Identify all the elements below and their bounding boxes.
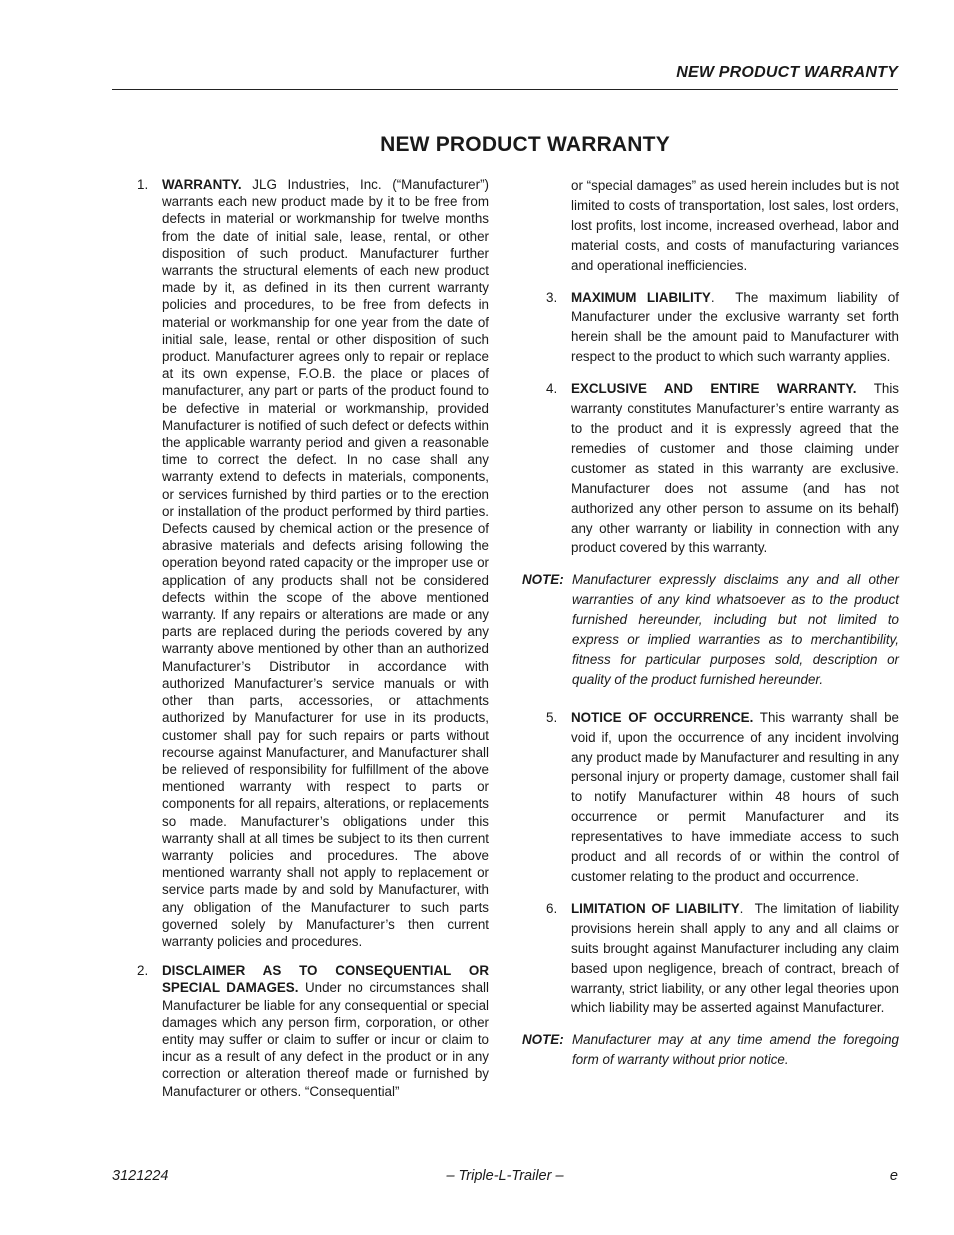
section-exclusive-warranty xyxy=(520,379,899,558)
section-number: 3. xyxy=(546,289,558,305)
section-body: The limitation of liability provisions herein shall apply to any and all claims or suits brought against Manufacturer including any claim based upon negligence, breach of contract, breach of warranty, strict liability, or any other legal theories upon which liability may be asserted against Manufacturer. xyxy=(571,900,899,1016)
right-column xyxy=(520,176,899,1084)
section-number: 5. xyxy=(546,709,558,725)
section-notice-of-occurrence xyxy=(520,708,899,887)
note-disclaimer xyxy=(520,570,899,689)
section-title: DISCLAIMER AS TO CONSEQUENTIAL OR SPECIAL DAMAGES. xyxy=(162,963,489,996)
section-body: This warranty constitutes Manufacturer’s entire warranty as to the product and it is expressly agreed that the remedies of customer and those claiming under customer as stated in this warranty are exclusive. Manufacturer does not assume (and has not authorized any other person to assume on its behalf) any other warranty or liability in connection with any product covered by this warranty. xyxy=(571,381,899,556)
section-title: MAXIMUM LIABILITY xyxy=(571,289,711,305)
section-maximum-liability: 3. MAXIMUM LIABILITY. The maximum liability of Manufacturer under the exclusive warranty set forth herein shall be the amount paid to Manufacturer with respect to the product to which such warranty applies. xyxy=(546,289,899,365)
section-title: NOTICE OF OCCURRENCE. xyxy=(571,709,754,725)
note-text: Manufacturer may at any time amend the foregoing form of warranty without prior notice. xyxy=(572,1032,899,1068)
running-header: NEW PRODUCT WARRANTY xyxy=(676,64,898,81)
note-label: NOTE: xyxy=(522,572,564,588)
section-number: 6. xyxy=(546,900,558,916)
section-title: LIMITATION OF LIABILITY xyxy=(571,900,740,916)
header-rule xyxy=(112,89,898,90)
section-body: The maximum liability of Manufacturer under the exclusive warranty set forth herein shall be the amount paid to Manufacturer with respect to the product to which such warranty applies. xyxy=(571,289,899,365)
section-limitation-of-liability: 6. LIMITATION OF LIABILITY. The limitation of liability provisions herein shall apply to any and all claims or suits brought against Manufacturer including any claim based upon negligence, breach of contract, breach of warranty, strict liability, or any other legal theories upon which liability may be asserted against Manufacturer. xyxy=(546,900,899,1016)
section-number: 1. xyxy=(137,177,149,192)
note-text: Manufacturer expressly disclaims any and all other warranties of any kind whatsoever as to the product furnished hereunder, including but not limited to express or implied warranties as to merchantibility, fitness for particular purposes sold, description or quality of the product furnished hereunder. xyxy=(572,572,899,687)
section-body: This warranty shall be void if, upon the occurrence of any incident involving any product made by Manufacturer and resulting in any personal injury or property damage, customer shall fail to notify Manufacturer within 48 hours of such occurrence or permit Manufacturer and its representatives to have immediate access to such product and all records of or within the control of customer relating to the product and occurrence. xyxy=(571,709,899,884)
section-title: WARRANTY. xyxy=(162,177,242,192)
section-number: 2. xyxy=(137,963,149,979)
left-column xyxy=(132,176,489,1112)
section-title: EXCLUSIVE AND ENTIRE WARRANTY. xyxy=(571,381,857,397)
section-number: 4. xyxy=(546,381,558,397)
section-warranty xyxy=(132,176,489,950)
section-body: Under no circumstances shall Manufacturer be liable for any consequential or special damages which any person firm, corporation, or other entity may suffer or claim to suffer or incur or claim to incur as a result of any defect in the product or in any correction or alteration thereof made or furnished by Manufacturer or others. “Consequential” xyxy=(162,980,489,1099)
page-footer xyxy=(112,1168,898,1188)
section-disclaimer xyxy=(132,962,489,1100)
note-label: NOTE: xyxy=(522,1032,564,1048)
manual-title: – Triple-L-Trailer – xyxy=(446,1168,564,1184)
section-disclaimer-continuation: or “special damages” as used herein includes but is not limited to costs of transportation, lost sales, lost orders, lost profits, lost income, increased overhead, labor and material costs, and costs of manufacturing variances and operational inefficiencies. xyxy=(571,178,899,273)
page-number: e xyxy=(889,1168,898,1184)
page-title: NEW PRODUCT WARRANTY xyxy=(380,133,670,156)
note-amendment xyxy=(520,1030,899,1070)
section-body: JLG Industries, Inc. (“Manufacturer”) warrants each new product made by it to be free from defects in material or workmanship for twelve months from the date of initial sale, lease, rental, or other disposition of such product. Manufacturer further warrants the structural elements of each new product made by it, as defined in its then current warranty policies and procedures, to be free from defects in material or workmanship for one year from the date of initial sale, lease, rental or other disposition of such product. Manufacturer agrees only to repair or replace at its own expense, F.O.B. the place or places of manufacturer, any part or parts of the product found to be defective in material or workmanship, provided Manufacturer is notified of such defect or defects within the applicable warranty period and given a reasonable time to correct the defect. In no case shall any warranty extend to defects in materials, components, or services furnished by third parties or to the erection or installation of the product performed by third parties. Defects caused by chemical action or the presence of abrasive materials and defects arising following the operation beyond rated capacity or the improper use or application of any products shall not be considered defects within the scope of the above mentioned warranty. If any repairs or alterations are made or any parts are replaced during the periods covered by any warranty above mentioned by other than an authorized Manufacturer’s Distributor in accordance with authorized Manufacturer’s service manuals or with other than parts, accessories, or attachments authorized by Manufacturer for use in its products, customer shall pay for such repairs or parts without recourse against Manufacturer, and Manufacturer shall be relieved of responsibility for fulfillment of the above mentioned warranty with respect to parts or components for all repairs, alterations, or replacements so made. Manufacturer’s obligations under this warranty shall at all times be subject to its then current warranty policies and procedures. The above mentioned warranty shall not apply to replacement or service parts made by and sold by Manufacturer, with any obligation of the Manufacturer to such parts governed solely by Manufacturer’s then current warranty policies and procedures. xyxy=(162,177,489,949)
document-number: 3121224 xyxy=(112,1168,169,1184)
